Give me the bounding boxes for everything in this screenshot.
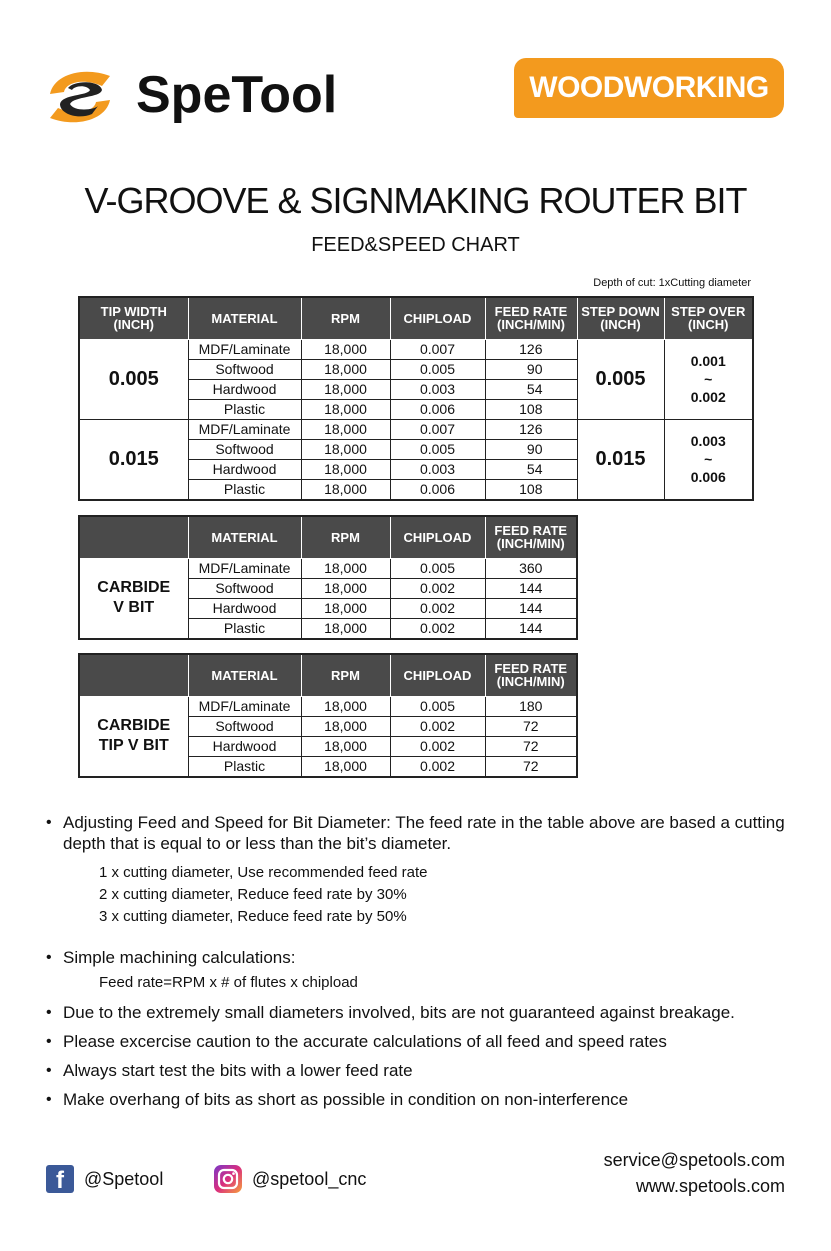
- step-down-cell: 0.005: [577, 339, 664, 419]
- header-chipload: CHIPLOAD: [390, 516, 485, 558]
- header-rpm: RPM: [301, 654, 390, 696]
- header-blank: [79, 654, 188, 696]
- feed-rate-cell: 144: [485, 578, 577, 598]
- feed-rate-cell: 72: [485, 736, 577, 756]
- chipload-cell: 0.002: [390, 578, 485, 598]
- material-cell: MDF/Laminate: [188, 419, 301, 439]
- material-cell: Hardwood: [188, 459, 301, 479]
- bit-type-line2: V BIT: [113, 599, 155, 616]
- chipload-cell: 0.005: [390, 558, 485, 578]
- page-title: V-GROOVE & SIGNMAKING ROUTER BIT: [84, 180, 747, 221]
- bullet: •: [46, 814, 52, 831]
- table-header-row: [79, 654, 577, 696]
- feed-rate-cell: 90: [485, 359, 577, 379]
- chipload-cell: 0.002: [390, 736, 485, 756]
- note-text: Make overhang of bits as short as possible in condition on non-interference: [63, 1090, 629, 1109]
- header-rpm: RPM: [301, 297, 390, 339]
- material-cell: Softwood: [188, 439, 301, 459]
- website-link[interactable]: www.spetools.com: [635, 1176, 785, 1196]
- material-cell: MDF/Laminate: [188, 339, 301, 359]
- chipload-cell: 0.005: [390, 696, 485, 716]
- header-blank: [79, 516, 188, 558]
- rpm-cell: 18,000: [301, 618, 390, 639]
- rpm-cell: 18,000: [301, 359, 390, 379]
- rpm-cell: 18,000: [301, 598, 390, 618]
- feed-rate-cell: 126: [485, 419, 577, 439]
- rpm-cell: 18,000: [301, 479, 390, 500]
- step-down-cell: 0.015: [577, 419, 664, 500]
- rpm-cell: 18,000: [301, 716, 390, 736]
- step-over-cell: [664, 419, 753, 500]
- chipload-cell: 0.002: [390, 598, 485, 618]
- chipload-cell: 0.005: [390, 439, 485, 459]
- note-calc: [46, 947, 806, 968]
- feed-rate-cell: 108: [485, 399, 577, 419]
- material-cell: Hardwood: [188, 598, 301, 618]
- table-row: [79, 558, 577, 578]
- note-subitem: 1 x cutting diameter, Use recommended feed rate: [99, 864, 428, 881]
- note-breakage: [46, 1002, 806, 1023]
- table-row: [79, 339, 753, 359]
- note-overhang: [46, 1089, 806, 1110]
- facebook-link[interactable]: @Spetool: [84, 1169, 164, 1189]
- material-cell: Hardwood: [188, 379, 301, 399]
- header-material: MATERIAL: [188, 516, 301, 558]
- table-row: [79, 419, 753, 439]
- header-material: MATERIAL: [188, 297, 301, 339]
- note-test: [46, 1060, 806, 1081]
- note-text: Due to the extremely small diameters involved, bits are not guaranteed against breakage.: [63, 1003, 735, 1022]
- bit-type-line1: CARBIDE: [97, 717, 171, 734]
- material-cell: Softwood: [188, 716, 301, 736]
- material-cell: Plastic: [188, 618, 301, 639]
- step-over-max: 0.006: [690, 469, 726, 485]
- page-subtitle: FEED&SPEED CHART: [311, 234, 520, 256]
- note-caution: [46, 1031, 806, 1052]
- note-adjust: [46, 812, 806, 854]
- table-row: [79, 696, 577, 716]
- facebook-icon[interactable]: f: [46, 1165, 74, 1193]
- tip-width-cell: 0.005: [79, 339, 188, 419]
- bit-type-cell: [79, 696, 188, 777]
- step-over-cell: [664, 339, 753, 419]
- email-link[interactable]: service@spetools.com: [603, 1150, 785, 1170]
- rpm-cell: 18,000: [301, 339, 390, 359]
- note-text: Simple machining calculations:: [63, 948, 296, 967]
- brand-name: SpeTool: [136, 66, 338, 124]
- instagram-link[interactable]: @spetool_cnc: [252, 1169, 367, 1189]
- step-over-separator: ~: [704, 451, 713, 467]
- feed-rate-cell: 54: [485, 459, 577, 479]
- header-step-over: STEP OVER (INCH): [664, 297, 753, 339]
- note-subitem: 2 x cutting diameter, Reduce feed rate by 30%: [99, 886, 407, 903]
- carbide-tip-v-bit-table: [78, 653, 578, 778]
- chipload-cell: 0.005: [390, 359, 485, 379]
- step-over-min: 0.001: [690, 353, 726, 369]
- note-text: Please excercise caution to the accurate calculations of all feed and speed rates: [63, 1032, 667, 1051]
- depth-note: Depth of cut: 1xCutting diameter: [593, 277, 751, 289]
- chipload-cell: 0.006: [390, 479, 485, 500]
- material-cell: Plastic: [188, 399, 301, 419]
- header-tip-width: TIP WIDTH (INCH): [79, 297, 188, 339]
- chipload-cell: 0.003: [390, 379, 485, 399]
- material-cell: MDF/Laminate: [188, 696, 301, 716]
- spetool-logo-icon: [44, 66, 116, 128]
- chipload-cell: 0.007: [390, 419, 485, 439]
- bit-type-line2: TIP V BIT: [98, 737, 169, 754]
- header-step-down: STEP DOWN (INCH): [577, 297, 664, 339]
- feed-rate-cell: 72: [485, 756, 577, 777]
- feed-rate-cell: 144: [485, 598, 577, 618]
- material-cell: Softwood: [188, 359, 301, 379]
- rpm-cell: 18,000: [301, 558, 390, 578]
- header-feed-rate: FEED RATE (INCH/MIN): [485, 654, 577, 696]
- chipload-cell: 0.002: [390, 618, 485, 639]
- rpm-cell: 18,000: [301, 419, 390, 439]
- material-cell: Softwood: [188, 578, 301, 598]
- instagram-icon[interactable]: [214, 1165, 242, 1193]
- tip-width-cell: 0.015: [79, 419, 188, 500]
- feed-rate-cell: 360: [485, 558, 577, 578]
- rpm-cell: 18,000: [301, 736, 390, 756]
- header-material: MATERIAL: [188, 654, 301, 696]
- feed-rate-cell: 72: [485, 716, 577, 736]
- rpm-cell: 18,000: [301, 399, 390, 419]
- header-feed-rate: FEED RATE (INCH/MIN): [485, 297, 577, 339]
- bullet: •: [46, 1004, 52, 1021]
- step-over-max: 0.002: [690, 389, 726, 405]
- v-groove-feed-table: [78, 296, 754, 501]
- carbide-v-bit-table: [78, 515, 578, 640]
- feed-rate-cell: 108: [485, 479, 577, 500]
- header-feed-rate: FEED RATE (INCH/MIN): [485, 516, 577, 558]
- chipload-cell: 0.007: [390, 339, 485, 359]
- note-text: Adjusting Feed and Speed for Bit Diameter: The feed rate in the table above are based a cutting depth that is equal to or less than the bit’s diameter.: [63, 813, 785, 853]
- feed-rate-cell: 90: [485, 439, 577, 459]
- category-badge: WOODWORKING: [514, 58, 784, 118]
- material-cell: Plastic: [188, 756, 301, 777]
- bit-type-line1: CARBIDE: [97, 579, 171, 596]
- header-chipload: CHIPLOAD: [390, 654, 485, 696]
- material-cell: MDF/Laminate: [188, 558, 301, 578]
- rpm-cell: 18,000: [301, 696, 390, 716]
- chipload-cell: 0.003: [390, 459, 485, 479]
- rpm-cell: 18,000: [301, 379, 390, 399]
- header-rpm: RPM: [301, 516, 390, 558]
- table-header-row: [79, 297, 753, 339]
- header-chipload: CHIPLOAD: [390, 297, 485, 339]
- feed-rate-cell: 144: [485, 618, 577, 639]
- bullet: •: [46, 949, 52, 966]
- feed-rate-cell: 180: [485, 696, 577, 716]
- bullet: •: [46, 1062, 52, 1079]
- rpm-cell: 18,000: [301, 756, 390, 777]
- step-over-min: 0.003: [690, 433, 726, 449]
- chipload-cell: 0.002: [390, 756, 485, 777]
- bullet: •: [46, 1033, 52, 1050]
- material-cell: Hardwood: [188, 736, 301, 756]
- chipload-cell: 0.006: [390, 399, 485, 419]
- step-over-separator: ~: [704, 371, 713, 387]
- note-text: Always start test the bits with a lower feed rate: [63, 1061, 413, 1080]
- feed-rate-cell: 54: [485, 379, 577, 399]
- material-cell: Plastic: [188, 479, 301, 500]
- rpm-cell: 18,000: [301, 459, 390, 479]
- bit-type-cell: [79, 558, 188, 639]
- note-formula: Feed rate=RPM x # of flutes x chipload: [99, 974, 358, 991]
- feed-rate-cell: 126: [485, 339, 577, 359]
- rpm-cell: 18,000: [301, 578, 390, 598]
- note-subitem: 3 x cutting diameter, Reduce feed rate by 50%: [99, 908, 407, 925]
- table-header-row: [79, 516, 577, 558]
- rpm-cell: 18,000: [301, 439, 390, 459]
- chipload-cell: 0.002: [390, 716, 485, 736]
- bullet: •: [46, 1091, 52, 1108]
